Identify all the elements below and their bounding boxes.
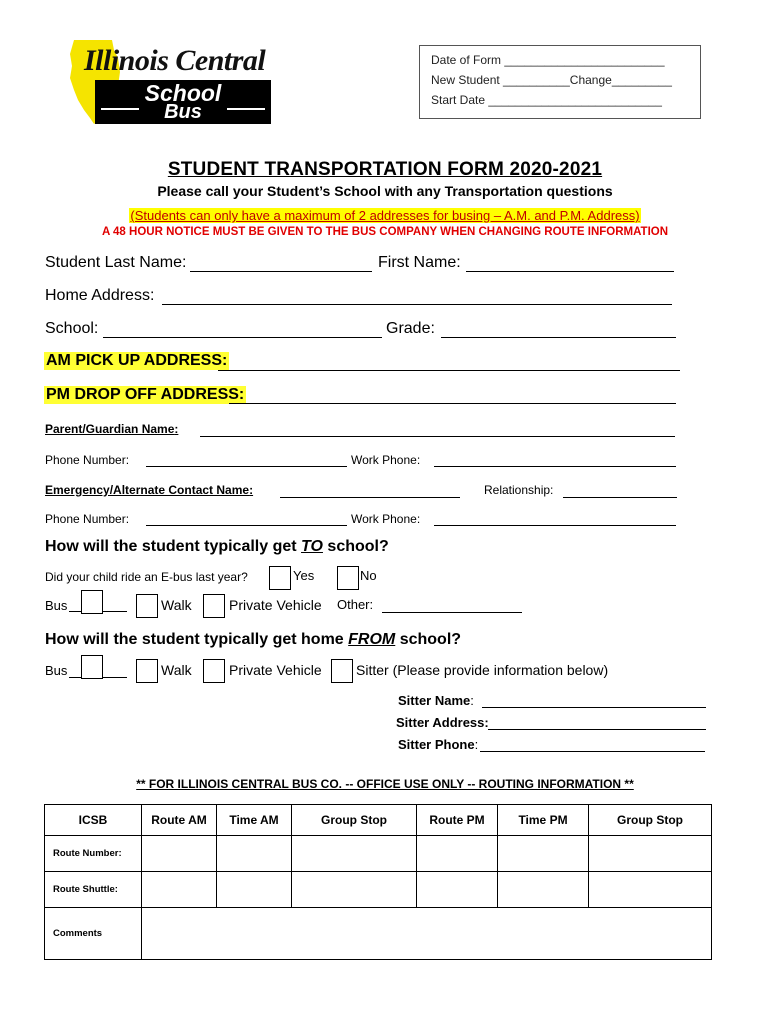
logo-title: Illinois Central [84, 44, 266, 77]
new-student-change-field[interactable]: New Student __________Change_________ [431, 73, 672, 87]
ebus-no-label: No [360, 568, 377, 583]
table-cell[interactable] [292, 836, 417, 872]
table-cell[interactable] [589, 872, 712, 908]
address-limit-text: (Students can only have a maximum of 2 addresses for busing – A.M. and P.M. Address) [130, 208, 640, 223]
routing-table [44, 804, 712, 960]
col-group-stop-pm: Group Stop [589, 805, 712, 836]
parent-name-field[interactable] [200, 436, 675, 437]
last-name-label: Student Last Name: [45, 254, 187, 271]
school-field[interactable] [103, 337, 382, 338]
pm-dropoff-field[interactable] [229, 403, 676, 404]
sitter-phone-text: Sitter Phone [398, 737, 475, 752]
sitter-name-text: Sitter Name [398, 693, 471, 708]
from-sitter-label: Sitter (Please provide information below) [356, 662, 609, 678]
col-icsb: ICSB [45, 805, 142, 836]
sitter-name-label: Sitter Name: [398, 693, 474, 708]
office-use-heading: ** FOR ILLINOIS CENTRAL BUS CO. -- OFFICE USE ONLY -- ROUTING INFORMATION ** [136, 777, 634, 791]
phone-number-label-2: Phone Number: [45, 512, 130, 526]
sitter-phone-label: Sitter Phone: [398, 737, 479, 752]
grade-label: Grade: [386, 320, 435, 337]
to-school-heading-post: school? [322, 538, 389, 555]
ebus-yes-checkbox[interactable] [269, 566, 291, 590]
route-change-notice: A 48 HOUR NOTICE MUST BE GIVEN TO THE BUS COMPANY WHEN CHANGING ROUTE INFORMATION [101, 226, 669, 238]
col-time-pm: Time PM [498, 805, 589, 836]
ebus-yes-label: Yes [293, 568, 315, 583]
date-box [419, 45, 701, 119]
grade-field[interactable] [441, 337, 676, 338]
sitter-address-label: Sitter Address: [396, 715, 489, 730]
table-cell[interactable] [142, 836, 217, 872]
routing-header-row [45, 805, 712, 836]
from-school-heading-em: FROM [348, 631, 396, 648]
to-other-field[interactable] [382, 612, 522, 613]
logo-black-box [95, 80, 271, 124]
phone-number-field-1[interactable] [146, 466, 347, 467]
table-cell[interactable] [217, 872, 292, 908]
ebus-question: Did your child ride an E-bus last year? [45, 570, 248, 584]
form-subtitle: Please call your Student’s School with any Transportation questions [157, 183, 613, 199]
table-cell[interactable] [417, 872, 498, 908]
route-shuttle-label: Route Shuttle: [45, 872, 142, 908]
work-phone-label-2: Work Phone: [351, 512, 421, 526]
form-title: STUDENT TRANSPORTATION FORM 2020-2021 [167, 159, 603, 180]
sitter-name-field[interactable] [482, 707, 706, 708]
from-bus-label: Bus [45, 663, 68, 678]
school-label: School: [45, 320, 99, 337]
table-cell[interactable] [498, 836, 589, 872]
from-sitter-checkbox[interactable] [331, 659, 353, 683]
home-address-label: Home Address: [45, 287, 155, 304]
col-route-am: Route AM [142, 805, 217, 836]
ebus-no-checkbox[interactable] [337, 566, 359, 590]
table-cell[interactable] [142, 872, 217, 908]
col-time-am: Time AM [217, 805, 292, 836]
start-date-field[interactable]: Start Date __________________________ [431, 93, 662, 107]
date-of-form-field[interactable]: Date of Form ________________________ [431, 53, 665, 67]
to-bus-checkbox[interactable] [81, 590, 103, 614]
address-limit-note [0, 208, 770, 223]
to-school-heading [45, 538, 389, 556]
phone-number-label-1: Phone Number: [45, 453, 130, 467]
table-row [45, 872, 712, 908]
from-private-vehicle-label: Private Vehicle [229, 662, 322, 678]
from-school-heading-pre: How will the student typically get home [45, 631, 349, 648]
to-walk-label: Walk [161, 597, 192, 613]
sitter-address-field[interactable] [488, 729, 706, 730]
table-cell[interactable] [589, 836, 712, 872]
from-walk-label: Walk [161, 662, 192, 678]
logo-line-school: School [144, 80, 222, 106]
work-phone-label-1: Work Phone: [351, 453, 421, 467]
logo-line-bus: Bus [164, 101, 202, 123]
work-phone-field-2[interactable] [434, 525, 676, 526]
from-school-heading-post: school? [395, 631, 462, 648]
from-school-heading [45, 631, 461, 649]
table-row [45, 908, 712, 960]
first-name-label: First Name: [378, 254, 461, 271]
first-name-field[interactable] [466, 271, 674, 272]
comments-cell[interactable] [142, 908, 712, 960]
am-pickup-label: AM PICK UP ADDRESS: [46, 352, 228, 369]
to-school-heading-em: TO [301, 538, 323, 555]
phone-number-field-2[interactable] [146, 525, 347, 526]
table-row [45, 836, 712, 872]
am-pickup-field[interactable] [218, 370, 680, 371]
to-private-vehicle-checkbox[interactable] [203, 594, 225, 618]
emergency-contact-text: Emergency/Alternate Contact Name [45, 483, 250, 497]
from-bus-checkbox[interactable] [81, 655, 103, 679]
emergency-contact-field[interactable] [280, 497, 460, 498]
company-logo [66, 38, 271, 126]
last-name-field[interactable] [190, 271, 372, 272]
to-walk-checkbox[interactable] [136, 594, 158, 618]
table-cell[interactable] [217, 836, 292, 872]
work-phone-field-1[interactable] [434, 466, 676, 467]
pm-dropoff-label: PM DROP OFF ADDRESS: [46, 386, 245, 403]
col-group-stop-am: Group Stop [292, 805, 417, 836]
table-cell[interactable] [417, 836, 498, 872]
col-route-pm: Route PM [417, 805, 498, 836]
relationship-field[interactable] [563, 497, 677, 498]
table-cell[interactable] [292, 872, 417, 908]
comments-label: Comments [45, 908, 142, 960]
from-private-vehicle-checkbox[interactable] [203, 659, 225, 683]
table-cell[interactable] [498, 872, 589, 908]
sitter-phone-field[interactable] [480, 751, 705, 752]
emergency-contact-label: Emergency/Alternate Contact Name: [45, 483, 254, 497]
parent-name-text: Parent/Guardian Name [45, 422, 175, 436]
relationship-label: Relationship: [484, 483, 554, 497]
to-bus-label: Bus [45, 598, 68, 613]
to-school-heading-pre: How will the student typically get [45, 538, 302, 555]
to-private-vehicle-label: Private Vehicle [229, 597, 322, 613]
parent-name-label: Parent/Guardian Name: [45, 422, 179, 436]
from-walk-checkbox[interactable] [136, 659, 158, 683]
home-address-field[interactable] [162, 304, 672, 305]
route-number-label: Route Number: [45, 836, 142, 872]
to-other-label: Other: [337, 597, 374, 612]
